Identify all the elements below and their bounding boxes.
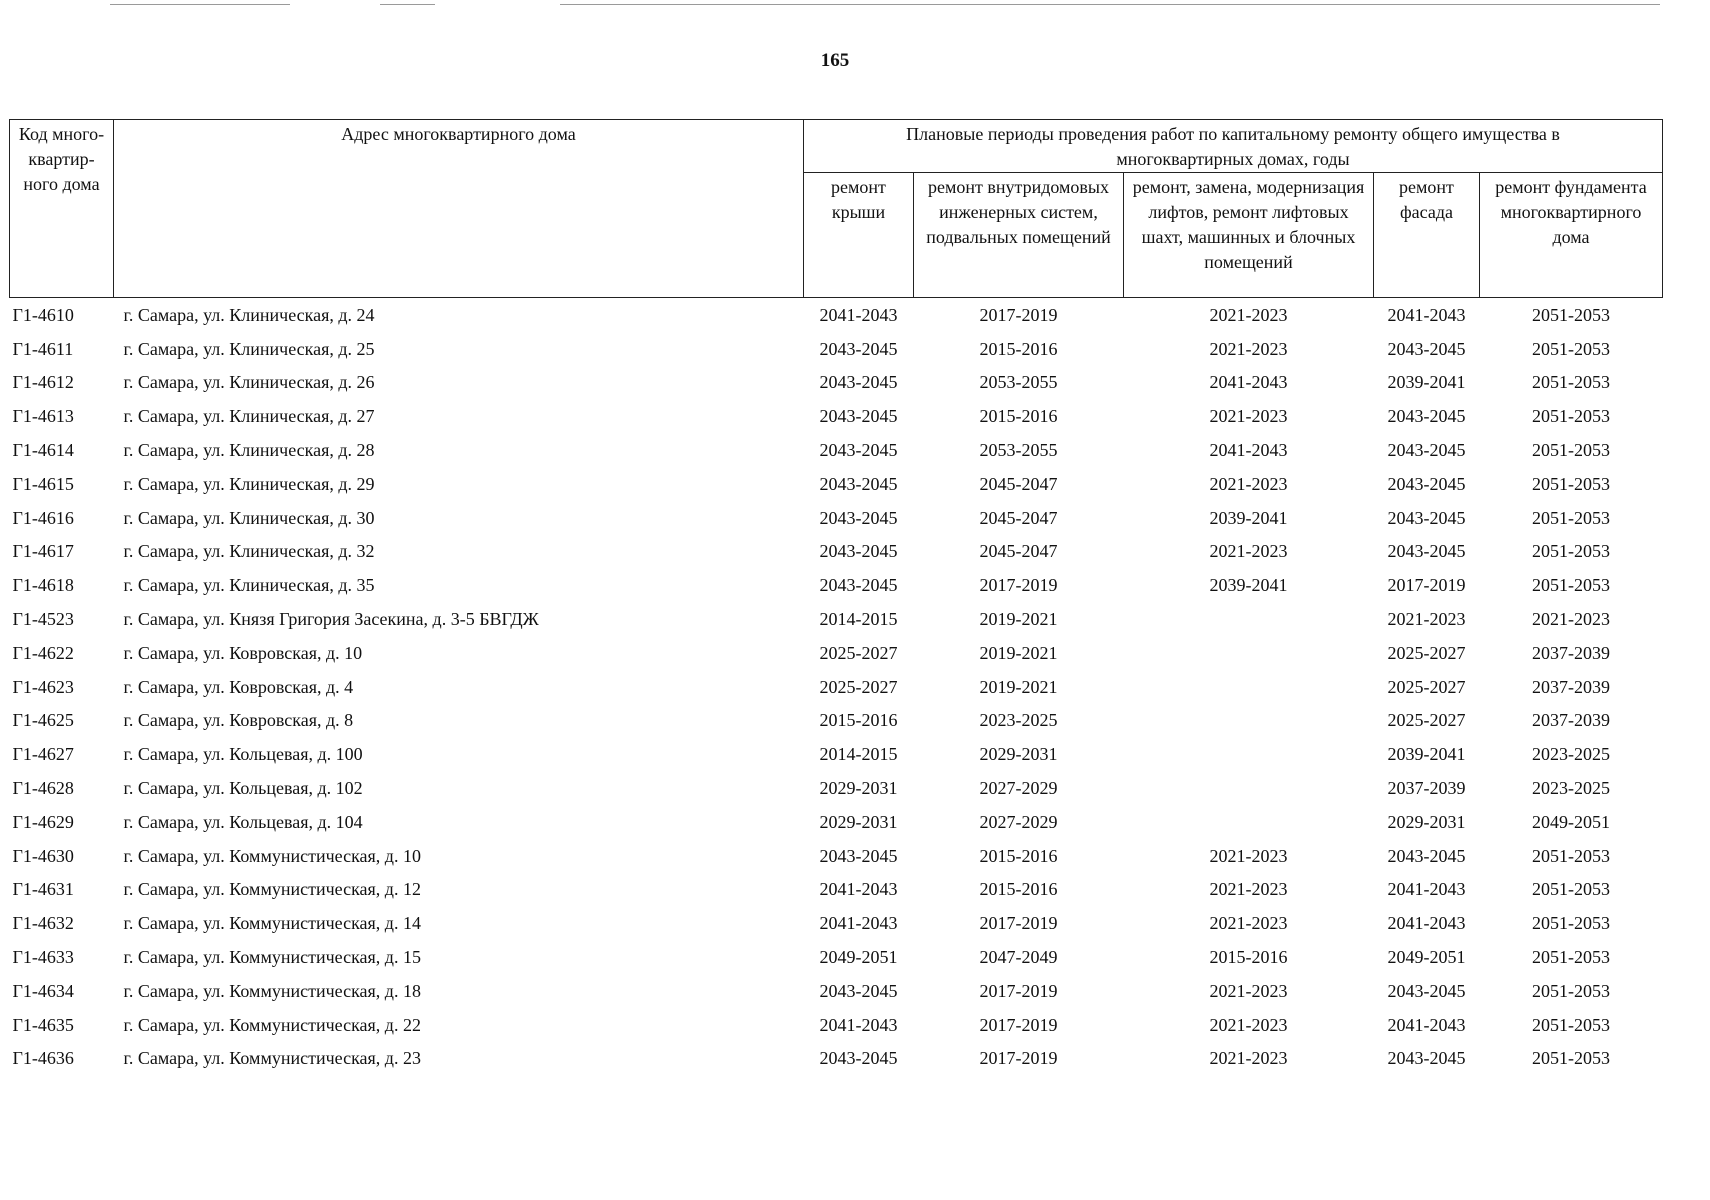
roof-period-cell: 2014-2015 xyxy=(819,609,898,630)
roof-period-cell: 2041-2043 xyxy=(819,913,898,934)
foundation-period-cell: 2051-2053 xyxy=(1532,913,1610,934)
facade-period-cell: 2043-2045 xyxy=(1387,980,1466,1001)
engineering-period-cell: 2017-2019 xyxy=(979,1048,1058,1069)
table-row xyxy=(10,535,1663,569)
engineering-period-cell: 2029-2031 xyxy=(979,744,1058,765)
table-row xyxy=(10,602,1663,636)
foundation-period-cell: 2051-2053 xyxy=(1532,575,1610,596)
building-code-cell: Г1-4622 xyxy=(12,642,74,663)
address-cell: г. Самара, ул. Коммунистическая, д. 14 xyxy=(123,913,421,934)
facade-period-cell: 2043-2045 xyxy=(1387,406,1466,427)
elevator-period-cell xyxy=(1124,771,1374,805)
table-row xyxy=(10,873,1663,907)
engineering-period-cell: 2017-2019 xyxy=(979,980,1058,1001)
foundation-period-cell: 2051-2053 xyxy=(1532,507,1610,528)
building-code-cell: Г1-4625 xyxy=(12,710,74,731)
foundation-period-cell: 2051-2053 xyxy=(1532,1014,1610,1035)
table-row xyxy=(10,805,1663,839)
table-row xyxy=(10,737,1663,771)
engineering-period-cell: 2015-2016 xyxy=(979,338,1058,359)
address-cell: г. Самара, ул. Коммунистическая, д. 23 xyxy=(123,1048,421,1069)
header-foundation-repair: ремонт фундамента многоквартирного дома xyxy=(1480,173,1663,298)
address-cell: г. Самара, ул. Клиническая, д. 24 xyxy=(123,304,375,325)
roof-period-cell: 2049-2051 xyxy=(819,947,898,968)
foundation-period-cell: 2037-2039 xyxy=(1532,710,1610,731)
foundation-period-cell: 2051-2053 xyxy=(1532,372,1610,393)
foundation-period-cell: 2051-2053 xyxy=(1532,879,1610,900)
scan-edge-line xyxy=(380,4,435,5)
foundation-period-cell: 2051-2053 xyxy=(1532,304,1610,325)
facade-period-cell: 2025-2027 xyxy=(1387,642,1466,663)
table-row xyxy=(10,704,1663,738)
engineering-period-cell: 2027-2029 xyxy=(979,811,1058,832)
roof-period-cell: 2025-2027 xyxy=(819,642,898,663)
building-code-cell: Г1-4628 xyxy=(12,778,74,799)
address-cell: г. Самара, ул. Клиническая, д. 32 xyxy=(123,541,375,562)
roof-period-cell: 2043-2045 xyxy=(819,338,898,359)
engineering-period-cell: 2015-2016 xyxy=(979,845,1058,866)
facade-period-cell: 2037-2039 xyxy=(1387,778,1466,799)
repair-schedule-table xyxy=(9,119,1663,1075)
elevator-period-cell xyxy=(1124,737,1374,771)
address-cell: г. Самара, ул. Клиническая, д. 29 xyxy=(123,473,375,494)
address-cell: г. Самара, ул. Клиническая, д. 25 xyxy=(123,338,375,359)
table-row xyxy=(10,940,1663,974)
facade-period-cell: 2021-2023 xyxy=(1387,609,1466,630)
engineering-period-cell: 2045-2047 xyxy=(979,541,1058,562)
building-code-cell: Г1-4631 xyxy=(12,879,74,900)
engineering-period-cell: 2019-2021 xyxy=(979,676,1058,697)
elevator-period-cell xyxy=(1124,704,1374,738)
building-code-cell: Г1-4634 xyxy=(12,980,74,1001)
elevator-period-cell: 2041-2043 xyxy=(1209,440,1288,461)
engineering-period-cell: 2015-2016 xyxy=(979,406,1058,427)
foundation-period-cell: 2021-2023 xyxy=(1532,609,1610,630)
foundation-period-cell: 2051-2053 xyxy=(1532,440,1610,461)
roof-period-cell: 2043-2045 xyxy=(819,406,898,427)
roof-period-cell: 2043-2045 xyxy=(819,507,898,528)
facade-period-cell: 2041-2043 xyxy=(1387,1014,1466,1035)
building-code-cell: Г1-4611 xyxy=(12,338,74,359)
facade-period-cell: 2017-2019 xyxy=(1387,575,1466,596)
table-row xyxy=(10,433,1663,467)
facade-period-cell: 2025-2027 xyxy=(1387,710,1466,731)
engineering-period-cell: 2017-2019 xyxy=(979,913,1058,934)
roof-period-cell: 2025-2027 xyxy=(819,676,898,697)
address-cell: г. Самара, ул. Ковровская, д. 4 xyxy=(123,676,354,697)
roof-period-cell: 2043-2045 xyxy=(819,845,898,866)
table-row xyxy=(10,1008,1663,1042)
table-body xyxy=(10,298,1663,1076)
building-code-cell: Г1-4616 xyxy=(12,507,74,528)
address-cell: г. Самара, ул. Клиническая, д. 27 xyxy=(123,406,375,427)
address-cell: г. Самара, ул. Ковровская, д. 8 xyxy=(123,710,354,731)
facade-period-cell: 2049-2051 xyxy=(1387,947,1466,968)
roof-period-cell: 2029-2031 xyxy=(819,811,898,832)
elevator-period-cell xyxy=(1124,636,1374,670)
address-cell: г. Самара, ул. Князя Григория Засекина, д. 3-5 БВГДЖ xyxy=(123,609,539,630)
table-row xyxy=(10,467,1663,501)
roof-period-cell: 2041-2043 xyxy=(819,879,898,900)
facade-period-cell: 2039-2041 xyxy=(1387,744,1466,765)
roof-period-cell: 2043-2045 xyxy=(819,541,898,562)
engineering-period-cell: 2047-2049 xyxy=(979,947,1058,968)
elevator-period-cell: 2021-2023 xyxy=(1209,541,1288,562)
header-facade-repair: ремонт фасада xyxy=(1374,173,1480,298)
address-cell: г. Самара, ул. Кольцевая, д. 100 xyxy=(123,744,363,765)
building-code-cell: Г1-4633 xyxy=(12,947,74,968)
facade-period-cell: 2025-2027 xyxy=(1387,676,1466,697)
address-cell: г. Самара, ул. Клиническая, д. 26 xyxy=(123,372,375,393)
building-code-cell: Г1-4630 xyxy=(12,845,74,866)
table-row xyxy=(10,974,1663,1008)
foundation-period-cell: 2051-2053 xyxy=(1532,541,1610,562)
facade-period-cell: 2043-2045 xyxy=(1387,440,1466,461)
elevator-period-cell xyxy=(1124,805,1374,839)
elevator-period-cell: 2021-2023 xyxy=(1209,1014,1288,1035)
facade-period-cell: 2039-2041 xyxy=(1387,372,1466,393)
header-roof-repair: ремонт крыши xyxy=(804,173,914,298)
roof-period-cell: 2043-2045 xyxy=(819,372,898,393)
engineering-period-cell: 2045-2047 xyxy=(979,507,1058,528)
foundation-period-cell: 2049-2051 xyxy=(1532,811,1610,832)
engineering-period-cell: 2023-2025 xyxy=(979,710,1058,731)
address-cell: г. Самара, ул. Кольцевая, д. 104 xyxy=(123,811,363,832)
facade-period-cell: 2043-2045 xyxy=(1387,845,1466,866)
building-code-cell: Г1-4636 xyxy=(12,1048,74,1069)
header-elevator-repair: ремонт, замена, модернизация лифтов, ремонт лифтовых шахт, машинных и блочных помещений xyxy=(1124,173,1374,298)
elevator-period-cell: 2021-2023 xyxy=(1209,473,1288,494)
table-row xyxy=(10,332,1663,366)
table-row xyxy=(10,399,1663,433)
building-code-cell: Г1-4617 xyxy=(12,541,74,562)
roof-period-cell: 2043-2045 xyxy=(819,440,898,461)
engineering-period-cell: 2017-2019 xyxy=(979,1014,1058,1035)
address-cell: г. Самара, ул. Коммунистическая, д. 10 xyxy=(123,845,421,866)
address-cell: г. Самара, ул. Клиническая, д. 28 xyxy=(123,440,375,461)
elevator-period-cell: 2021-2023 xyxy=(1209,1048,1288,1069)
elevator-period-cell xyxy=(1124,602,1374,636)
foundation-period-cell: 2051-2053 xyxy=(1532,406,1610,427)
elevator-period-cell: 2021-2023 xyxy=(1209,879,1288,900)
facade-period-cell: 2043-2045 xyxy=(1387,473,1466,494)
address-cell: г. Самара, ул. Клиническая, д. 30 xyxy=(123,507,375,528)
engineering-period-cell: 2015-2016 xyxy=(979,879,1058,900)
engineering-period-cell: 2019-2021 xyxy=(979,609,1058,630)
table-row xyxy=(10,771,1663,805)
table-row xyxy=(10,636,1663,670)
roof-period-cell: 2043-2045 xyxy=(819,575,898,596)
roof-period-cell: 2041-2043 xyxy=(819,1014,898,1035)
foundation-period-cell: 2037-2039 xyxy=(1532,676,1610,697)
building-code-cell: Г1-4613 xyxy=(12,406,74,427)
building-code-cell: Г1-4629 xyxy=(12,811,74,832)
roof-period-cell: 2041-2043 xyxy=(819,304,898,325)
building-code-cell: Г1-4618 xyxy=(12,575,74,596)
facade-period-cell: 2043-2045 xyxy=(1387,1048,1466,1069)
facade-period-cell: 2043-2045 xyxy=(1387,541,1466,562)
table-row xyxy=(10,501,1663,535)
elevator-period-cell: 2021-2023 xyxy=(1209,304,1288,325)
foundation-period-cell: 2051-2053 xyxy=(1532,1048,1610,1069)
elevator-period-cell: 2015-2016 xyxy=(1209,947,1288,968)
engineering-period-cell: 2019-2021 xyxy=(979,642,1058,663)
table-row xyxy=(10,568,1663,602)
address-cell: г. Самара, ул. Ковровская, д. 10 xyxy=(123,642,363,663)
elevator-period-cell xyxy=(1124,670,1374,704)
table-row xyxy=(10,839,1663,873)
elevator-period-cell: 2021-2023 xyxy=(1209,913,1288,934)
table-row xyxy=(10,670,1663,704)
header-address: Адрес многоквартирного дома xyxy=(114,120,804,298)
building-code-cell: Г1-4523 xyxy=(12,609,74,630)
building-code-cell: Г1-4610 xyxy=(12,304,74,325)
foundation-period-cell: 2051-2053 xyxy=(1532,338,1610,359)
building-code-cell: Г1-4632 xyxy=(12,913,74,934)
header-engineering-systems-repair: ремонт внутридомовых инженерных систем, подвальных помещений xyxy=(914,173,1124,298)
roof-period-cell: 2043-2045 xyxy=(819,980,898,1001)
facade-period-cell: 2043-2045 xyxy=(1387,338,1466,359)
table-row xyxy=(10,366,1663,400)
foundation-period-cell: 2051-2053 xyxy=(1532,947,1610,968)
address-cell: г. Самара, ул. Коммунистическая, д. 18 xyxy=(123,980,421,1001)
address-cell: г. Самара, ул. Коммунистическая, д. 22 xyxy=(123,1014,421,1035)
foundation-period-cell: 2051-2053 xyxy=(1532,980,1610,1001)
scan-edge-line xyxy=(560,4,1660,5)
engineering-period-cell: 2017-2019 xyxy=(979,575,1058,596)
roof-period-cell: 2015-2016 xyxy=(819,710,898,731)
building-code-cell: Г1-4623 xyxy=(12,676,74,697)
building-code-cell: Г1-4635 xyxy=(12,1014,74,1035)
engineering-period-cell: 2027-2029 xyxy=(979,778,1058,799)
building-code-cell: Г1-4615 xyxy=(12,473,74,494)
address-cell: г. Самара, ул. Кольцевая, д. 102 xyxy=(123,778,363,799)
foundation-period-cell: 2037-2039 xyxy=(1532,642,1610,663)
elevator-period-cell: 2041-2043 xyxy=(1209,372,1288,393)
elevator-period-cell: 2021-2023 xyxy=(1209,406,1288,427)
address-cell: г. Самара, ул. Коммунистическая, д. 12 xyxy=(123,879,421,900)
elevator-period-cell: 2039-2041 xyxy=(1209,575,1288,596)
elevator-period-cell: 2021-2023 xyxy=(1209,845,1288,866)
table-row xyxy=(10,1042,1663,1076)
table-row xyxy=(10,298,1663,332)
roof-period-cell: 2043-2045 xyxy=(819,1048,898,1069)
foundation-period-cell: 2023-2025 xyxy=(1532,744,1610,765)
page-number: 165 xyxy=(820,50,850,71)
elevator-period-cell: 2021-2023 xyxy=(1209,338,1288,359)
header-building-code: Код много-квартир-ного дома xyxy=(10,120,114,298)
facade-period-cell: 2041-2043 xyxy=(1387,304,1466,325)
facade-period-cell: 2041-2043 xyxy=(1387,879,1466,900)
engineering-period-cell: 2045-2047 xyxy=(979,473,1058,494)
engineering-period-cell: 2053-2055 xyxy=(979,440,1058,461)
roof-period-cell: 2014-2015 xyxy=(819,744,898,765)
engineering-period-cell: 2017-2019 xyxy=(979,304,1058,325)
facade-period-cell: 2029-2031 xyxy=(1387,811,1466,832)
facade-period-cell: 2043-2045 xyxy=(1387,507,1466,528)
engineering-period-cell: 2053-2055 xyxy=(979,372,1058,393)
elevator-period-cell: 2021-2023 xyxy=(1209,980,1288,1001)
header-planned-periods: Плановые периоды проведения работ по капитальному ремонту общего имущества в многоквартирных домах, годы xyxy=(804,120,1663,173)
table-row xyxy=(10,906,1663,940)
roof-period-cell: 2029-2031 xyxy=(819,778,898,799)
facade-period-cell: 2041-2043 xyxy=(1387,913,1466,934)
roof-period-cell: 2043-2045 xyxy=(819,473,898,494)
foundation-period-cell: 2051-2053 xyxy=(1532,473,1610,494)
foundation-period-cell: 2051-2053 xyxy=(1532,845,1610,866)
foundation-period-cell: 2023-2025 xyxy=(1532,778,1610,799)
building-code-cell: Г1-4614 xyxy=(12,440,74,461)
elevator-period-cell: 2039-2041 xyxy=(1209,507,1288,528)
scan-edge-line xyxy=(110,4,290,5)
address-cell: г. Самара, ул. Коммунистическая, д. 15 xyxy=(123,947,421,968)
building-code-cell: Г1-4612 xyxy=(12,372,74,393)
address-cell: г. Самара, ул. Клиническая, д. 35 xyxy=(123,575,375,596)
building-code-cell: Г1-4627 xyxy=(12,744,74,765)
